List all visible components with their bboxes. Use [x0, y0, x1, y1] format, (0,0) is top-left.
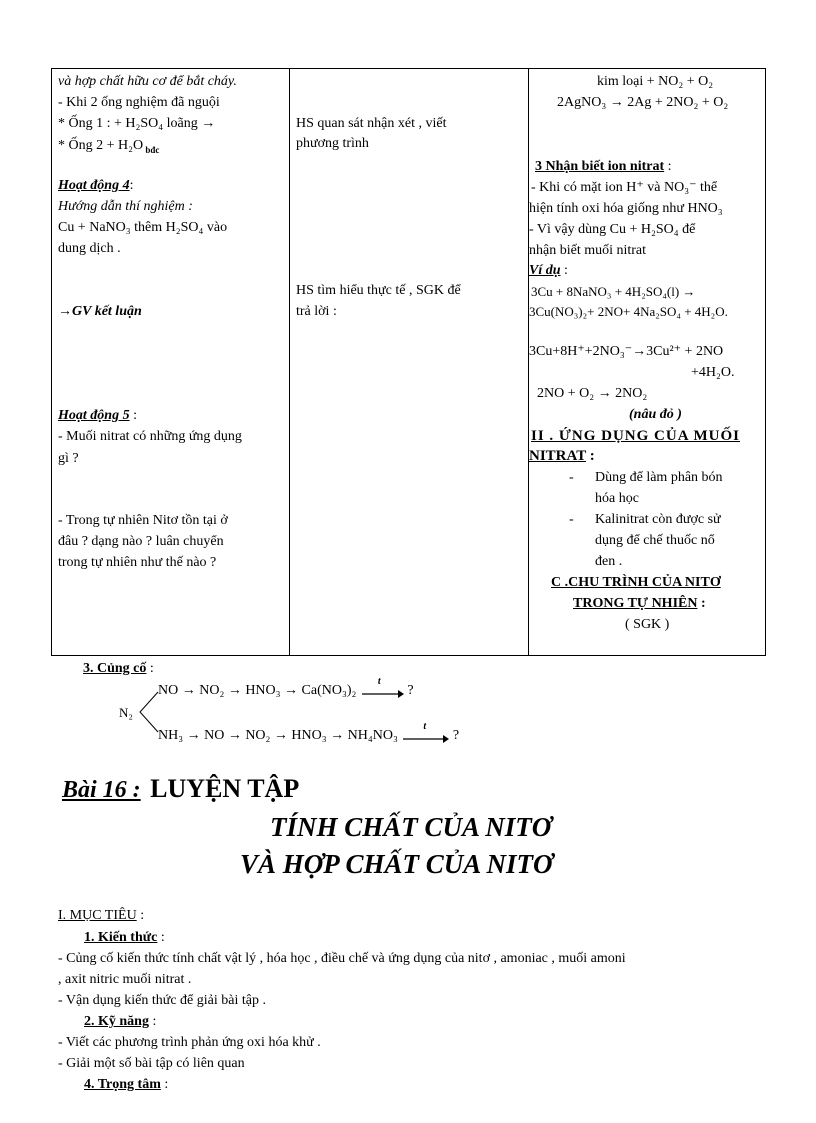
- text-line: - Củng cố kiến thức tính chất vật lý , hóa học , điều chế và ứng dụng của nitơ , amoniac , muối amoni: [58, 951, 626, 966]
- text-line: kim loại + NO₂ + O₂: [597, 74, 714, 89]
- teacher-activity-column: [52, 69, 290, 656]
- chain-text: NH₃ → NO → NO₂ → HNO₃ → NH₄NO₃: [158, 728, 398, 743]
- equation: +4H₂O.: [691, 365, 735, 380]
- text-line: hiện tính oxi hóa giống như HNO₃: [529, 201, 723, 216]
- equation: 3Cu(NO₃)₂+ 2NO+ 4Na₂SO₄ + 4H₂O.: [529, 304, 728, 319]
- heading-text: TRONG TỰ NHIÊN: [573, 596, 698, 611]
- colon: :: [129, 178, 134, 193]
- reaction-chain-2: [158, 720, 460, 744]
- colon: :: [160, 1077, 169, 1092]
- text-line: đâu ? dạng nào ? luân chuyển: [58, 534, 224, 549]
- heading-text: NITRAT: [529, 448, 586, 464]
- lesson-table: [51, 68, 766, 656]
- question-mark: ?: [452, 728, 460, 743]
- branch-icon: [138, 690, 160, 734]
- example-heading: [529, 262, 568, 280]
- heading-text: 3. Củng cố: [83, 661, 147, 676]
- lesson-title-text: LUYỆN TẬP: [150, 774, 300, 803]
- equation: 3Cu+8H⁺+2NO₃⁻→3Cu²⁺ + 2NO: [529, 344, 724, 359]
- colon: :: [136, 908, 145, 923]
- colon: :: [560, 263, 568, 278]
- lesson-subtitle-1: TÍNH CHẤT CỦA NITƠ: [270, 812, 552, 842]
- text-line: Cu + NaNO₃ thêm H₂SO₄ vào: [58, 220, 228, 235]
- heading-text: Hoạt động 5: [58, 408, 130, 423]
- text-line: - Trong tự nhiên Nitơ tồn tại ở: [58, 513, 228, 528]
- section-heading: [573, 595, 706, 613]
- text-line: - Vận dụng kiến thức để giải bài tập .: [58, 993, 266, 1008]
- text-line: trong tự nhiên như thế nào ?: [58, 555, 217, 570]
- teacher-conclusion: →GV kết luận: [58, 304, 142, 319]
- focus-heading: [84, 1076, 168, 1094]
- colon: :: [664, 159, 672, 174]
- equation: 3Cu + 8NaNO₃ + 4H₂SO₄(l) →: [531, 284, 696, 299]
- colon: :: [146, 661, 154, 676]
- colon: :: [585, 448, 595, 464]
- student-activity-column: [290, 69, 529, 656]
- text-line: HS tìm hiểu thực tế , SGK để: [296, 283, 461, 298]
- chain-text: NO → NO₂ → HNO₃ → Ca(NO₃)₂: [158, 683, 357, 698]
- section-heading: [529, 447, 595, 465]
- lesson-subtitle-2: VÀ HỢP CHẤT CỦA NITƠ: [240, 849, 553, 879]
- knowledge-heading: [84, 929, 165, 947]
- lesson-label: Bài 16 :: [62, 777, 141, 803]
- arrow-icon: [360, 684, 404, 698]
- heading-text: II . ỨNG DỤNG CỦA MUỐI: [531, 428, 740, 444]
- text-line: phương trình: [296, 136, 369, 151]
- subscript: bđc: [143, 144, 160, 155]
- heading-text: 1. Kiến thức: [84, 930, 158, 945]
- text-line: Dùng để làm phân bón: [595, 470, 723, 485]
- heading-text: 4. Trọng tâm: [84, 1077, 161, 1092]
- text-line: Hướng dẫn thí nghiệm :: [58, 199, 193, 214]
- text-line: - Viết các phương trình phản ứng oxi hóa khử .: [58, 1035, 321, 1050]
- text-line: và hợp chất hữu cơ để bắt cháy.: [58, 74, 237, 89]
- text-line: đen .: [595, 554, 623, 569]
- heading-text: Hoạt động 4: [58, 178, 130, 193]
- lesson-title: [62, 774, 299, 804]
- text-line: - Khi có mặt ion H⁺ và NO₃⁻ thể: [531, 180, 718, 195]
- text-line: trả lời :: [296, 304, 337, 319]
- skills-heading: [84, 1013, 156, 1031]
- heat-arrow: [401, 720, 449, 743]
- colon: :: [157, 930, 165, 945]
- section-heading: [551, 574, 721, 592]
- text-line: - Muối nitrat có những ứng dụng: [58, 429, 242, 444]
- colon: :: [129, 408, 137, 423]
- temperature-label: t: [423, 720, 427, 732]
- bullet: -: [569, 470, 574, 485]
- bullet: -: [569, 512, 574, 527]
- text-line: hóa học: [595, 491, 639, 506]
- text-line: nhận biết muối nitrat: [529, 243, 647, 258]
- temperature-label: t: [377, 675, 381, 687]
- activity-5-heading: [58, 407, 137, 425]
- activity-4-heading: [58, 177, 133, 195]
- n2-label: N₂: [119, 705, 133, 720]
- text-line: ( SGK ): [625, 617, 670, 632]
- heading-text: Ví dụ: [529, 263, 561, 278]
- text-line: - Giải một số bài tập có liên quan: [58, 1056, 245, 1071]
- text-line: dung dịch .: [58, 241, 121, 256]
- text-line: - Khi 2 ống nghiệm đã nguội: [58, 95, 220, 110]
- content-column: [529, 69, 766, 656]
- heading-text: C .CHU TRÌNH CỦA NITƠ: [551, 575, 721, 590]
- text-line: [58, 137, 159, 155]
- section-heading: [535, 158, 672, 176]
- text-line: * Ống 1 : + H₂SO₄ loãng →: [58, 116, 216, 131]
- heading-text: 2. Kỹ năng: [84, 1014, 149, 1029]
- consolidation-heading: [83, 660, 154, 678]
- text-line: HS quan sát nhận xét , viết: [296, 116, 447, 131]
- heat-arrow: [360, 675, 404, 698]
- reaction-chain-1: [158, 675, 414, 699]
- section-heading: [531, 427, 740, 445]
- equation: 2NO + O₂ → 2NO₂: [537, 386, 648, 401]
- text-line: gì ?: [58, 451, 79, 466]
- heading-text: I. MỤC TIÊU: [58, 908, 137, 923]
- objectives-heading: [58, 907, 144, 925]
- text-line: Kalinitrat còn được sử: [595, 512, 721, 527]
- text-span: * Ống 2 + H₂O: [58, 138, 144, 153]
- colon: :: [697, 596, 706, 611]
- equation: 2AgNO₃ → 2Ag + 2NO₂ + O₂: [557, 95, 729, 110]
- note: (nâu đỏ ): [629, 407, 682, 422]
- question-mark: ?: [407, 683, 414, 698]
- colon: :: [148, 1014, 157, 1029]
- text-line: , axit nitric muối nitrat .: [58, 972, 192, 987]
- text-line: - Vì vậy dùng Cu + H₂SO₄ để: [529, 222, 696, 237]
- text-line: dụng để chế thuốc nổ: [595, 533, 715, 548]
- heading-text: 3 Nhận biết ion nitrat: [535, 159, 665, 174]
